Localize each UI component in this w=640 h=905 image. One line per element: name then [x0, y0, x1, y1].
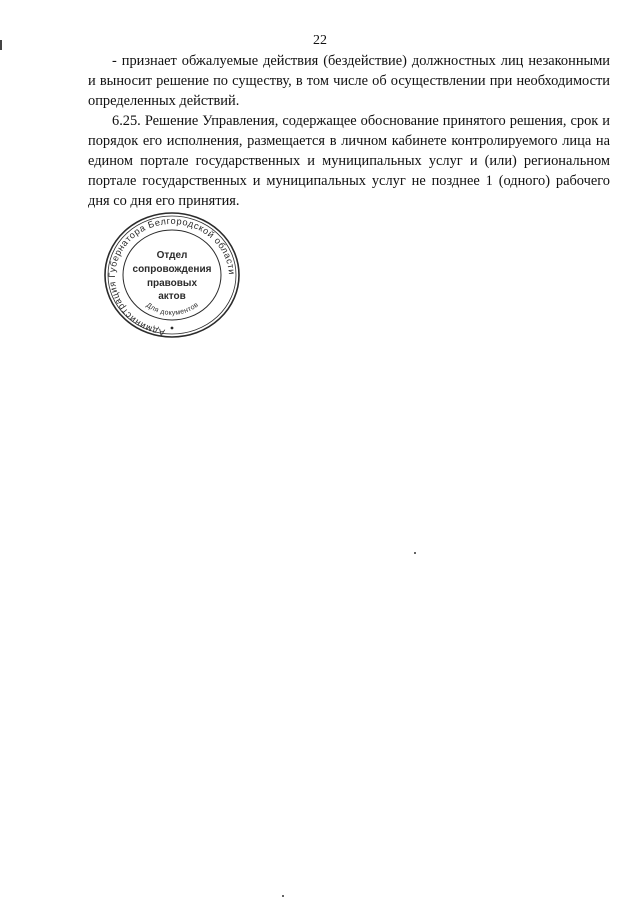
seal-dot — [171, 327, 174, 330]
scan-edge-mark — [0, 40, 2, 50]
paragraph-recognition: - признает обжалуемые действия (бездействие) должностных лиц незаконными и выносит решение по существу, в том числе об осуществлении при необходимости определенных действий. — [88, 53, 610, 109]
page-number: 22 — [313, 33, 327, 48]
seal-inner-arc-textpath: Для документов — [144, 301, 200, 317]
seal-center-line-2: сопровождения — [132, 264, 212, 275]
seal-center-line-4: актов — [158, 291, 186, 302]
seal-center-line-3: правовых — [146, 278, 198, 289]
seal-inner-arc-text — [145, 301, 200, 317]
round-seal-stamp — [100, 208, 244, 342]
seal-center-line-1: Отдел — [156, 250, 188, 261]
scan-speck — [414, 552, 416, 554]
paragraph-6-25: 6.25. Решение Управления, содержащее обоснование принятого решения, срок и порядок его исполнения, размещается в личном кабинете контролируемого лица на едином портале государственных и муниципальных услуг и (или) региональном портале государственных и муниципальных услуг не позднее 1 (одного) рабочего дня со дня его принятия. — [88, 113, 610, 209]
document-body — [88, 51, 610, 211]
seal-ring-text — [107, 216, 237, 338]
seal-inner-ring — [123, 230, 221, 320]
seal-ring-textpath: Администрация Губернатора Белгородской области — [106, 215, 238, 338]
scan-speck — [282, 895, 284, 897]
seal-graphic — [100, 208, 244, 342]
